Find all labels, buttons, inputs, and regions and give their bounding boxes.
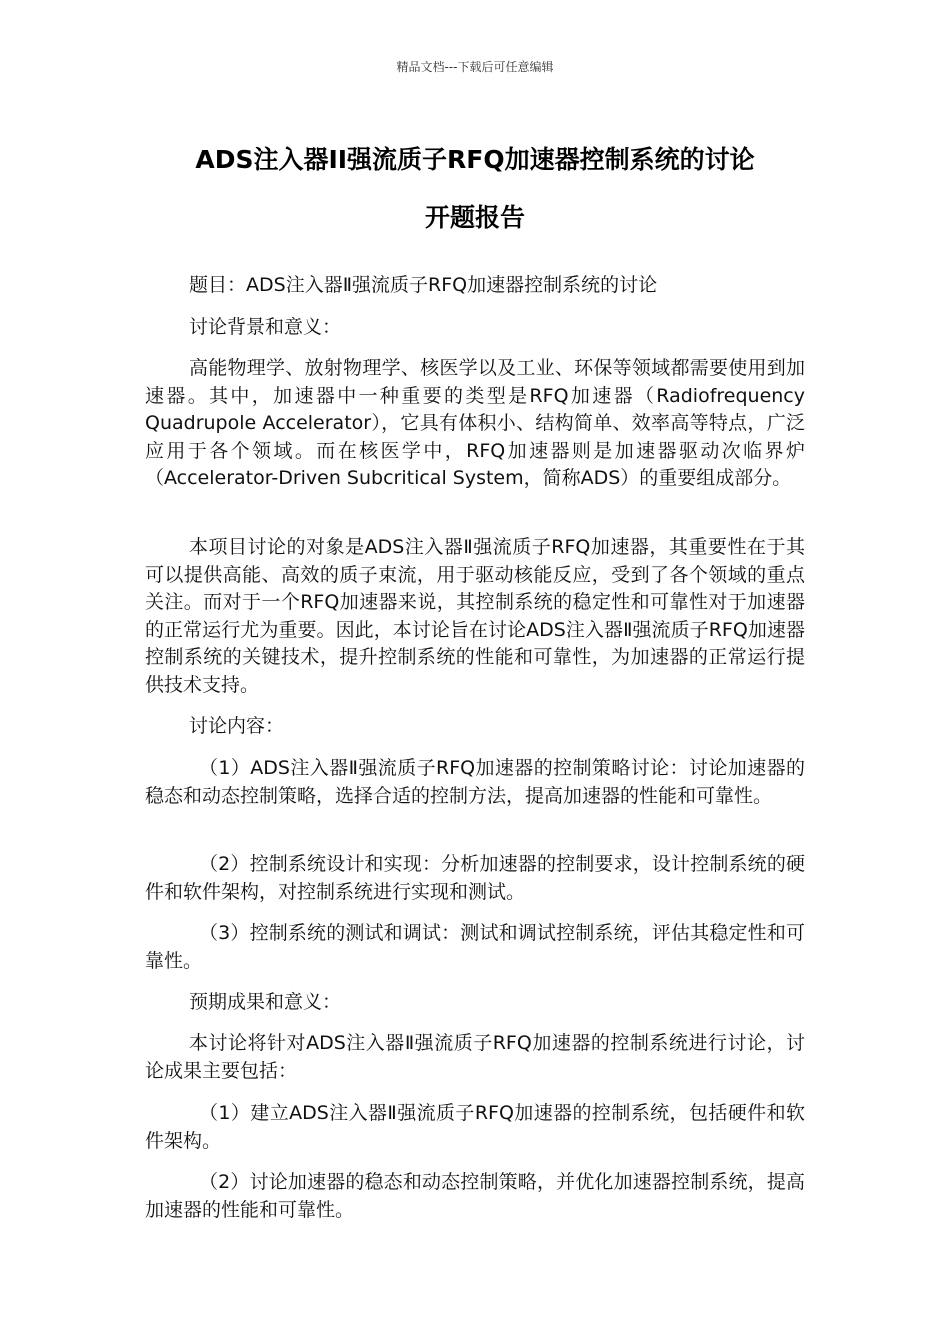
outcome-item-2: （2）讨论加速器的稳态和动态控制策略，并优化加速器控制系统，提高加速器的性能和可靠性。	[145, 1171, 805, 1221]
section-heading-background: 讨论背景和意义：	[189, 316, 342, 338]
content-item-1: （1）ADS注入器Ⅱ强流质子RFQ加速器的控制策略讨论：讨论加速器的稳态和动态控制策略，选择合适的控制方法，提高加速器的性能和可靠性。	[145, 757, 805, 807]
content-item-2: （2）控制系统设计和实现：分析加速器的控制要求，设计控制系统的硬件和软件架构，对控制系统进行实现和测试。	[145, 853, 805, 903]
topic-line: 题目：ADS注入器Ⅱ强流质子RFQ加速器控制系统的讨论	[189, 274, 658, 296]
outcome-item-1: （1）建立ADS注入器Ⅱ强流质子RFQ加速器的控制系统，包括硬件和软件架构。	[145, 1102, 805, 1152]
page-title-line-1: ADS注入器II强流质子RFQ加速器控制系统的讨论	[195, 145, 755, 174]
header-note: 精品文档---下载后可任意编辑	[396, 60, 554, 74]
section-heading-content: 讨论内容：	[189, 715, 285, 737]
paragraph-outcomes-intro: 本讨论将针对ADS注入器Ⅱ强流质子RFQ加速器的控制系统进行讨论，讨论成果主要包括：	[145, 1032, 805, 1082]
paragraph-background: 高能物理学、放射物理学、核医学以及工业、环保等领域都需要使用到加速器。其中，加速器中一种重要的类型是RFQ加速器（Radiofrequency Quadrupole Accelerator），它具有体积小、结构简单、效率高等特点，广泛应用于各个领域。而在核医学中，RFQ加速器则是加速器驱动次临界炉（Accelerator-Driven Subcritical System，简称ADS）的重要组成部分。	[145, 357, 805, 489]
page-title-line-2: 开题报告	[424, 203, 525, 232]
paragraph-project-object: 本项目讨论的对象是ADS注入器Ⅱ强流质子RFQ加速器，其重要性在于其可以提供高能、高效的质子束流，用于驱动核能反应，受到了各个领域的重点关注。而对于一个RFQ加速器来说，其控制系统的稳定性和可靠性对于加速器的正常运行尤为重要。因此，本讨论旨在讨论ADS注入器Ⅱ强流质子RFQ加速器控制系统的关键技术，提升控制系统的性能和可靠性，为加速器的正常运行提供技术支持。	[145, 536, 805, 696]
section-heading-outcomes: 预期成果和意义：	[189, 991, 342, 1013]
content-item-3: （3）控制系统的测试和调试：测试和调试控制系统，评估其稳定性和可靠性。	[145, 922, 805, 972]
